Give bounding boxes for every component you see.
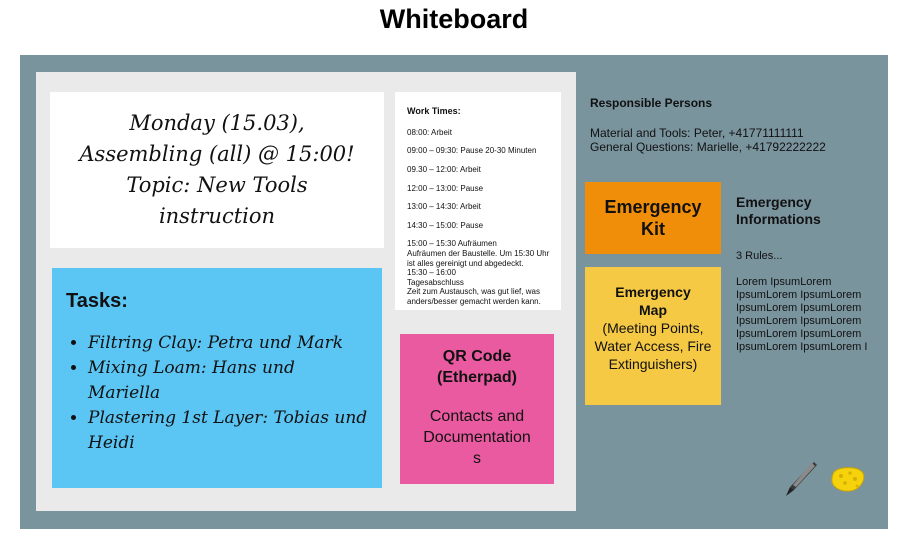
monday-note[interactable] [50, 92, 384, 248]
page-title: Whiteboard [379, 4, 529, 34]
qr-title-line-1: QR Code [442, 348, 512, 365]
qr-title-line-2: (Etherpad) [437, 369, 517, 386]
work-time-entry: 13:00 – 14:30: Arbeit [407, 202, 481, 212]
einfo-rules: 3 Rules... [736, 250, 783, 262]
map-title-line-1: Emergency [615, 284, 691, 300]
work-times-note[interactable] [395, 92, 561, 310]
responsible-title: Responsible Persons [590, 96, 713, 110]
einfo-title-line-2: Informations [736, 211, 821, 227]
kit-line-1: Emergency [604, 197, 702, 217]
work-time-entry: 09.30 – 12:00: Arbeit [407, 164, 481, 174]
qr-sub-line-3: s [473, 450, 481, 467]
monday-line-3: Topic: New Tools [126, 173, 308, 197]
task-item: • Mixing Loam: Hans und Mariella [88, 356, 368, 406]
emergency-informations[interactable] [736, 194, 886, 354]
task-item: • Filtring Clay: Petra und Mark [88, 331, 368, 356]
map-title-line-2: Map [639, 302, 667, 318]
sponge-icon[interactable] [830, 464, 866, 494]
map-subtitle: (Meeting Points, Water Access, Fire Extinguishers) [594, 320, 712, 372]
kit-line-2: Kit [641, 219, 665, 239]
work-times-title: Work Times: [407, 106, 461, 116]
qr-sub-line-1: Contacts and [429, 408, 525, 425]
einfo-title-line-1: Emergency [736, 194, 812, 210]
monday-line-1: Monday (15.03), [129, 111, 305, 135]
work-time-entry: 12:00 – 13:00: Pause [407, 183, 484, 193]
pen-icon[interactable] [784, 460, 818, 498]
task-item: • Plastering 1st Layer: Tobias und Heidi [88, 406, 368, 456]
work-time-entry: 09:00 – 09:30: Pause 20-30 Minuten [407, 146, 537, 156]
responsible-persons[interactable] [590, 96, 880, 154]
tasks-note[interactable] [52, 268, 382, 488]
emergency-kit-note[interactable] [585, 182, 721, 254]
responsible-material: Material and Tools: Peter, +41771111111 [590, 126, 804, 140]
work-time-closing: 15:00 – 15:30 Aufräumen Aufräumen der Baustelle. Um 15:30 Uhr ist alles gereinigt und abgedeckt. 15:30 – 16:00 Tagesabschluss Zeit zum Austausch, was gut lief, was anders/besser gemacht werden kann. [407, 239, 550, 306]
work-time-entry: 08:00: Arbeit [407, 127, 452, 137]
qr-code-note[interactable] [400, 334, 554, 484]
responsible-general: General Questions: Marielle, +41792222222 [590, 140, 826, 154]
tasks-title: Tasks: [66, 290, 128, 312]
qr-sub-line-2: Documentation [423, 429, 531, 446]
tasks-list [66, 331, 368, 456]
monday-line-2: Assembling (all) @ 15:00! [79, 142, 355, 166]
monday-line-4: instruction [158, 204, 276, 228]
emergency-map-note[interactable] [585, 267, 721, 405]
work-time-entry: 14:30 – 15:00: Pause [407, 220, 484, 230]
einfo-lorem: Lorem IpsumLorem IpsumLorem IpsumLorem IpsumLorem IpsumLorem IpsumLorem IpsumLorem IpsumLorem IpsumLorem IpsumLorem IpsumLorem I [736, 276, 868, 353]
